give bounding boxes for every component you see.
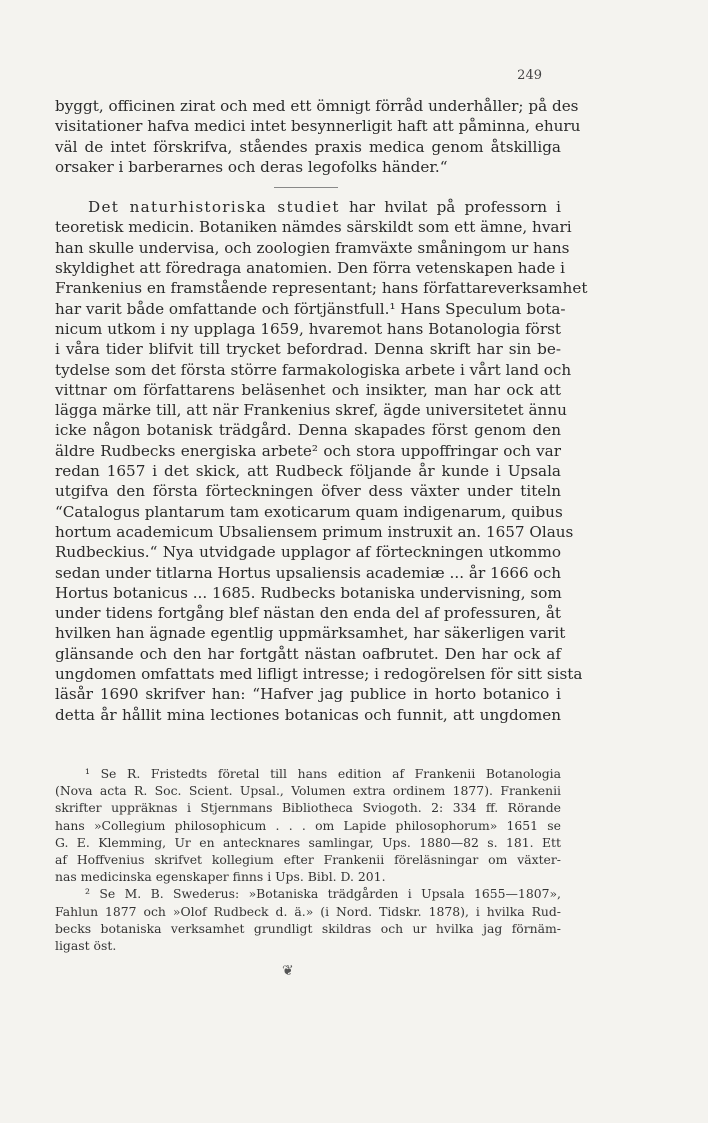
footnote-line: G. E. Klemming, Ur en antecknares samlingar, Ups. 1880—82 s. 181. Ett [55,834,561,850]
footnote-line: ¹ Se R. Fristedts företal till hans edition af Frankenii Botanologia [85,766,561,781]
printer-ornament-mark: ❦ [282,963,294,979]
text-line: under tidens fortgång blef nästan den enda del af professuren, åt [55,604,561,623]
spaced-heading: Det naturhistoriska studiet [88,198,340,217]
text-line: nicum utkom i ny upplaga 1659, hvaremot hans Botanologia först [55,319,561,338]
footnote-1 [55,765,561,885]
text-line: teoretisk medicin. Botaniken nämdes särskildt som ett ämne, hvari [55,218,572,237]
footnote-line: nas medicinska egenskaper finns i Ups. Bibl. D. 201. [55,869,386,885]
text-line: visitationer hafva medici intet besynnerligit haft att påminna, ehuru [55,117,581,136]
text-line: orsaker i barberarnes och deras legofolks händer.“ [55,157,448,176]
text-line: glänsande och den har fortgått nästan oafbrutet. Den har ock af [55,644,561,663]
footnote-line: (Nova acta R. Soc. Scient. Upsal., Volumen extra ordinem 1877). Frankenii [55,783,561,799]
text-line: Hortus botanicus ... 1685. Rudbecks botaniska undervisning, som [55,583,562,602]
text-line: skyldighet att föredraga anatomien. Den förra vetenskapen hade i [55,259,565,278]
text-line: har varit både omfattande och förtjänstfull.¹ Hans Speculum bota- [55,299,566,318]
text-line: tydelse som det första större farmakologiska arbete i vårt land och [55,360,572,379]
text-line: äldre Rudbecks energiska arbete² och stora uppoffringar och var [55,441,561,460]
text-line-rest: har hvilat på professorn i [339,198,561,217]
footnote-line: Fahlun 1877 och »Olof Rudbeck d. ä.» (i Nord. Tidskr. 1878), i hvilka Rud- [55,903,561,919]
footnote-line: skrifter uppräknas i Stjernmans Bibliotheca Sviogoth. 2: 334 ff. Rörande [55,800,561,816]
text-line: Rudbeckius.“ Nya utvidgade upplagor af förteckningen utkommo [55,543,561,562]
text-line: ungdomen omfattats med lifligt intresse; i redogörelsen för sitt sista [55,665,583,684]
text-line: lägga märke till, att när Frankenius skref, ägde universitetet ännu [55,401,567,420]
footnote-line: ligast öst. [55,937,117,953]
text-line: läsår 1690 skrifver han: “Hafver jag publice in horto botanico i [55,685,561,704]
paragraph-2 [55,197,588,725]
text-line: i våra tider blifvit till trycket befordrad. Denna skrift har sin be- [55,340,561,359]
text-line: icke någon botanisk trädgård. Denna skapades först genom den [55,421,561,440]
footnote-line: ² Se M. B. Swederus: »Botaniska trädgården i Upsala 1655—1807», [85,886,561,902]
footnote-line: becks botaniska verksamhet grundligt skildras och ur hvilka jag förnäm- [55,920,561,936]
page-number: 249 [517,68,542,83]
footnote-line: hans »Collegium philosophicum . . . om Lapide philosophorum» 1651 se [55,817,561,833]
footnote-2 [55,885,561,954]
text-line: hortum academicum Ubsaliensem primum instruxit an. 1657 Olaus [55,522,574,541]
footnotes [55,765,561,954]
text-line: redan 1657 i det skick, att Rudbeck följande år kunde i Upsala [55,462,561,481]
section-divider [274,187,338,188]
text-line: “Catalogus plantarum tam exoticarum quam indigenarum, quibus [55,502,563,521]
footnote-line: af Hoffvenius skrifvet kollegium efter Frankenii föreläsningar om växter- [55,851,561,867]
text-line: han skulle undervisa, och zoologien framväxte småningom ur hans [55,238,570,257]
text-line: byggt, officinen zirat och med ett ömnigt förråd underhåller; på des [55,97,579,115]
text-line: hvilken han ägnade egentlig uppmärksamhet, har säkerligen varit [55,624,566,643]
text-line: Frankenius en framstående representant; hans författareverksamhet [55,279,588,298]
text-line: vittnar om författarens beläsenhet och insikter, man har ock att [55,380,561,399]
body-text [55,96,588,725]
text-line: väl de intet förskrifva, ståendes praxis medica genom åtskilliga [55,137,561,156]
text-line: sedan under titlarna Hortus upsaliensis academiæ ... år 1666 och [55,563,561,582]
text-line [55,197,561,217]
paragraph-1 [55,96,581,177]
text-line: utgifva den första förteckningen öfver dess växter under titeln [55,482,561,501]
text-line: detta år hållit mina lectiones botanicas och funnit, att ungdomen [55,705,561,724]
